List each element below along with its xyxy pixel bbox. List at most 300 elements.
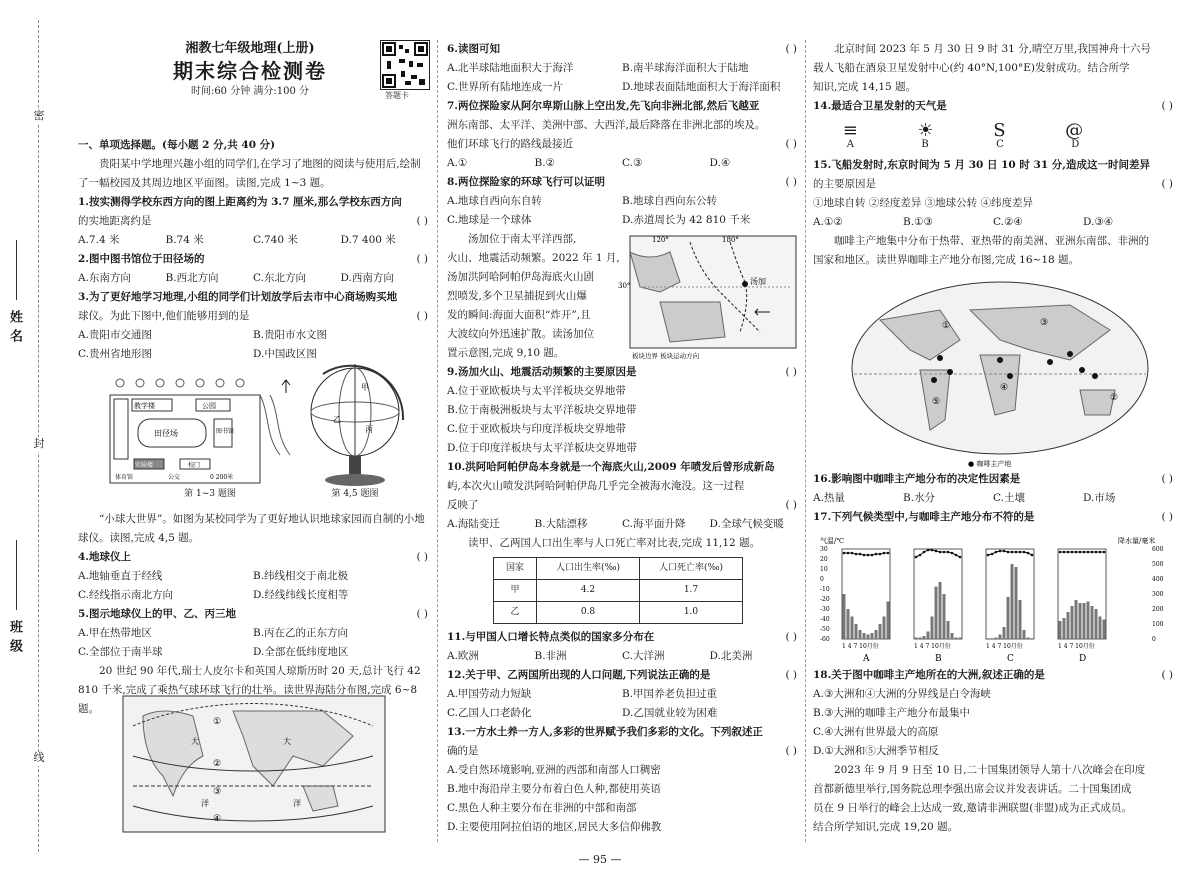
globe-point-label: 丙 bbox=[365, 425, 373, 434]
q10-stem-cont: 反映了 ( ) bbox=[447, 496, 797, 515]
precip-bar bbox=[1071, 606, 1074, 639]
column-3-bottom bbox=[813, 666, 1173, 837]
passage-line: 烈喷发,多个卫星捕捉到火山爆 bbox=[447, 290, 587, 302]
temp-point bbox=[931, 549, 934, 552]
temp-point bbox=[851, 552, 854, 555]
precip-bar bbox=[1023, 630, 1026, 639]
q10-options bbox=[447, 515, 797, 534]
precip-bar bbox=[875, 630, 878, 639]
q12-options bbox=[447, 704, 797, 723]
temp-point bbox=[1103, 551, 1106, 554]
precip-bar bbox=[843, 594, 846, 639]
option[interactable]: C.②④ bbox=[993, 216, 1023, 228]
precip-bar bbox=[995, 638, 998, 640]
option[interactable]: C.海平面升降 bbox=[622, 518, 686, 530]
option[interactable]: D.主要使用阿拉伯语的地区,居民大多信仰佛教 bbox=[447, 821, 662, 833]
q4-stem: 4.地球仪上 ( ) bbox=[78, 548, 428, 567]
answer-blank[interactable]: ( ) bbox=[1161, 511, 1173, 523]
option[interactable]: C.乙国人口老龄化 bbox=[447, 707, 532, 719]
passage-1-3: 贵阳某中学地理兴趣小组的同学们,在学习了地图的阅读与使用后,绘制了一幅校园及其周边地区平面图。读图,完成 1~3 题。 bbox=[78, 158, 421, 189]
option[interactable]: B.南半球海洋面积大于陆地 bbox=[622, 62, 749, 74]
table-cell: 1.0 bbox=[640, 602, 743, 624]
temp-point bbox=[847, 552, 850, 555]
temp-point bbox=[1019, 551, 1022, 554]
precip-bar bbox=[927, 632, 930, 640]
option[interactable]: B.74 米 bbox=[165, 234, 204, 246]
temp-point bbox=[879, 553, 882, 556]
option[interactable]: D.乙国就业较为困难 bbox=[622, 707, 718, 719]
q2-stem: 2.图中图书馆位于田径场的 ( ) bbox=[78, 250, 428, 269]
y-tick-label: 500 bbox=[1152, 561, 1164, 568]
q15-stem: 15.飞船发射时,东京时间为 5 月 30 日 10 时 31 分,造成这一时间差异 bbox=[813, 159, 1150, 171]
q6-options bbox=[447, 78, 797, 97]
option[interactable]: A.东南方向 bbox=[78, 272, 131, 284]
table-cell: 4.2 bbox=[537, 580, 640, 602]
table-cell: 1.7 bbox=[640, 580, 743, 602]
precip-bar bbox=[1087, 602, 1090, 640]
q13-stem: 13.一方水土养一方人,多彩的世界赋予我们多彩的文化。下列叙述正 bbox=[447, 726, 763, 738]
q11-stem: 11.与甲国人口增长特点类似的国家多分布在 ( ) bbox=[447, 628, 797, 647]
precip-bar bbox=[947, 621, 950, 639]
answer-blank[interactable]: ( ) bbox=[416, 310, 428, 322]
answer-blank[interactable]: ( ) bbox=[785, 176, 797, 188]
option[interactable]: C.④大洲有世界最大的高原 bbox=[813, 726, 939, 738]
building-label: 校门 bbox=[188, 462, 201, 469]
precip-bar bbox=[935, 587, 938, 640]
q1-stem: 1.按实测得学校东西方向的图上距离约为 3.7 厘米,那么学校东西方向 bbox=[78, 196, 402, 208]
temp-point bbox=[1079, 551, 1082, 554]
chart-panel bbox=[914, 549, 962, 639]
option[interactable]: B.①③ bbox=[903, 216, 933, 228]
map-scale: 0 200米 bbox=[210, 474, 234, 481]
table-cell: 乙 bbox=[494, 602, 537, 624]
y-tick-label: -20 bbox=[820, 596, 830, 603]
temp-point bbox=[995, 551, 998, 554]
option[interactable]: C.贵州省地形图 bbox=[78, 348, 152, 360]
temp-point bbox=[1059, 551, 1062, 554]
panel-label: A bbox=[863, 654, 870, 664]
temp-point bbox=[1071, 551, 1074, 554]
option[interactable]: B.贵阳市水文图 bbox=[253, 329, 328, 341]
option[interactable]: D.位于印度洋板块与太平洋板块交界地带 bbox=[447, 442, 637, 454]
precip-bar bbox=[863, 633, 866, 639]
column-2 bbox=[447, 40, 797, 837]
q15-items: ①地球自转 ②经度差异 ③地球公转 ④纬度差异 bbox=[813, 197, 1034, 209]
series-title: 湘教七年级地理(上册) bbox=[185, 41, 315, 56]
precip-bar bbox=[1067, 612, 1070, 639]
option[interactable]: A.地球自西向东自转 bbox=[447, 195, 542, 207]
precip-bar bbox=[1011, 564, 1014, 639]
option[interactable]: A.热量 bbox=[813, 492, 845, 504]
option[interactable]: D.③④ bbox=[1083, 216, 1114, 228]
qr-code-icon[interactable] bbox=[380, 40, 430, 90]
option[interactable]: B.非洲 bbox=[534, 650, 567, 662]
option[interactable]: B.② bbox=[534, 157, 555, 169]
place-label: 汤加 bbox=[750, 277, 766, 286]
seal-mark: 封 bbox=[33, 437, 45, 450]
option[interactable]: B.纬线相交于南北极 bbox=[253, 570, 349, 582]
map-legend: 板块边界 板块运动方向 bbox=[632, 352, 700, 360]
precip-bar bbox=[923, 636, 926, 639]
option[interactable]: C.大洋洲 bbox=[622, 650, 665, 662]
option[interactable]: D.7 400 米 bbox=[340, 234, 396, 246]
option[interactable]: A.受自然环境影响,亚洲的西部和南部人口稠密 bbox=[447, 764, 661, 776]
temp-point bbox=[987, 554, 990, 557]
temp-point bbox=[1091, 551, 1094, 554]
building-label: 公交 bbox=[168, 474, 181, 481]
passage-line: 发的瞬间:海面大面积“炸开”,且 bbox=[447, 309, 591, 321]
section-heading: 一、单项选择题。(每小题 2 分,共 40 分) bbox=[78, 139, 276, 151]
y-tick-label: -50 bbox=[820, 626, 830, 633]
weather-options bbox=[813, 140, 1113, 150]
option[interactable]: C.③ bbox=[622, 157, 643, 169]
x-axis-label: 1 4 7 10月份 bbox=[1058, 643, 1095, 650]
q7-stem: 7.两位探险家从阿尔卑斯山脉上空出发,先飞向非洲北部,然后飞越亚 bbox=[447, 100, 760, 112]
option[interactable]: B.大陆漂移 bbox=[534, 518, 588, 530]
option[interactable]: A.位于亚欧板块与太平洋板块交界地带 bbox=[447, 385, 626, 397]
temp-point bbox=[1003, 550, 1006, 553]
precip-bar bbox=[1063, 618, 1066, 639]
answer-blank[interactable]: ( ) bbox=[416, 608, 428, 620]
y-tick-label: 0 bbox=[1152, 636, 1156, 643]
seal-mark: 密 bbox=[33, 109, 45, 122]
q17-stem: 17.下列气候类型中,与咖啡主产地分布不符的是 ( ) bbox=[813, 508, 1173, 527]
option[interactable]: A.③大洲和④大洲的分界线是白令海峡 bbox=[813, 688, 991, 700]
axis-label: 降水量/毫米 bbox=[1118, 537, 1156, 545]
route-label: ① bbox=[213, 717, 222, 727]
exam-header bbox=[140, 42, 360, 97]
q13-stem-cont: 确的是 ( ) bbox=[447, 742, 797, 761]
continent-label: ③ bbox=[1040, 318, 1049, 328]
option[interactable]: A.7.4 米 bbox=[78, 234, 120, 246]
option[interactable]: C.土壤 bbox=[993, 492, 1025, 504]
option[interactable]: A.贵阳市交通图 bbox=[78, 329, 152, 341]
column-3-lower bbox=[813, 470, 1173, 527]
passage-line: 载人飞船在酒泉卫星发射中心(约 40°N,100°E)发射成功。结合所学 bbox=[813, 62, 1130, 74]
precip-bar bbox=[855, 624, 858, 639]
typhoon-icon[interactable]: @ bbox=[1065, 120, 1084, 141]
option[interactable]: B.水分 bbox=[903, 492, 936, 504]
answer-blank[interactable]: ( ) bbox=[785, 499, 797, 511]
q7-options bbox=[447, 154, 797, 173]
x-axis-label: 1 4 7 10月份 bbox=[914, 643, 951, 650]
temp-point bbox=[875, 553, 878, 556]
map-label: 大 bbox=[191, 737, 199, 746]
y-tick-label: 200 bbox=[1152, 606, 1164, 613]
option[interactable]: C.黑色人种主要分布在非洲的中部和南部 bbox=[447, 802, 637, 814]
table-header: 人口出生率(‰) bbox=[537, 558, 640, 580]
option[interactable]: B.甲国养老负担过重 bbox=[622, 688, 718, 700]
building-label: 实验楼 bbox=[135, 462, 154, 469]
precip-bar bbox=[955, 638, 958, 640]
precip-bar bbox=[943, 594, 946, 639]
precip-bar bbox=[951, 633, 954, 639]
campus-map-figure bbox=[110, 375, 300, 485]
option[interactable]: A bbox=[846, 139, 854, 150]
y-tick-label: 10 bbox=[820, 566, 828, 573]
temp-point bbox=[1011, 551, 1014, 554]
y-tick-label: -30 bbox=[820, 606, 830, 613]
temp-point bbox=[1083, 551, 1086, 554]
option[interactable]: B.地中海沿岸主要分布着白色人种,都使用英语 bbox=[447, 783, 661, 795]
route-label: ③ bbox=[213, 787, 222, 797]
passage-line: 国家和地区。读世界咖啡主产地分布图,完成 16~18 题。 bbox=[813, 254, 1080, 266]
panel-label: D bbox=[1079, 654, 1087, 664]
y-tick-label: 0 bbox=[820, 576, 824, 583]
answer-blank[interactable]: ( ) bbox=[785, 745, 797, 757]
q1-stem-cont: 的实地距离约是 ( ) bbox=[78, 212, 428, 231]
sunny-icon[interactable]: ☀ bbox=[917, 120, 934, 141]
temp-point bbox=[919, 554, 922, 557]
option[interactable]: B.位于南极洲板块与太平洋板块交界地带 bbox=[447, 404, 637, 416]
q7-stem-cont: 洲东南部、太平洋、美洲中部、大西洋,最后降落在非洲北部的埃及。 bbox=[447, 119, 766, 131]
map-label: 洋 bbox=[293, 799, 301, 808]
q6-options bbox=[447, 59, 797, 78]
answer-blank[interactable]: ( ) bbox=[1161, 669, 1173, 681]
passage-line: 火山、地震活动频繁。2022 年 1 月, bbox=[447, 252, 620, 264]
option[interactable]: C.地球是一个球体 bbox=[447, 214, 532, 226]
table-header: 国家 bbox=[494, 558, 537, 580]
precip-bar bbox=[915, 638, 918, 640]
y-tick-label: -10 bbox=[820, 586, 830, 593]
temp-point bbox=[927, 549, 930, 552]
building-label: 体育馆 bbox=[115, 474, 134, 481]
temp-point bbox=[935, 550, 938, 553]
sandstorm-icon[interactable]: S bbox=[993, 120, 1006, 141]
temp-point bbox=[855, 553, 858, 556]
precip-bar bbox=[1091, 606, 1094, 639]
building-label: 田径场 bbox=[154, 429, 178, 438]
option[interactable]: D.西南方向 bbox=[340, 272, 394, 284]
longitude-label: 180° bbox=[722, 236, 739, 244]
option[interactable]: C.740 米 bbox=[253, 234, 298, 246]
temp-point bbox=[1023, 551, 1026, 554]
y-tick-label: -40 bbox=[820, 616, 830, 623]
q3-options bbox=[78, 326, 428, 345]
precip-bar bbox=[1099, 617, 1102, 640]
temp-point bbox=[943, 551, 946, 554]
map-label: 洋 bbox=[201, 799, 209, 808]
option[interactable]: D.中国政区图 bbox=[253, 348, 317, 360]
precip-bar bbox=[1059, 621, 1062, 639]
column-1 bbox=[78, 136, 428, 364]
option[interactable]: D.经线纬线长度相等 bbox=[253, 589, 349, 601]
temp-point bbox=[1063, 551, 1066, 554]
x-axis-label: 1 4 7 10月份 bbox=[986, 643, 1023, 650]
option[interactable]: D.地球表面陆地面积大于海洋面积 bbox=[622, 81, 781, 93]
option[interactable]: D.全球气候变暖 bbox=[709, 518, 784, 530]
temp-point bbox=[871, 554, 874, 557]
q8-stem: 8.两位探险家的环球飞行可以证明 ( ) bbox=[447, 173, 797, 192]
precip-bar bbox=[1075, 600, 1078, 639]
weather-symbols bbox=[813, 122, 1113, 140]
answer-blank[interactable]: ( ) bbox=[1161, 178, 1173, 190]
temp-point bbox=[843, 552, 846, 555]
passage-line: 首都新德里举行,国务院总理李强出席会议并发表讲话。二十国集团成 bbox=[813, 783, 1132, 795]
precip-bar bbox=[939, 582, 942, 639]
option[interactable]: C.全部位于南半球 bbox=[78, 646, 163, 658]
name-blank[interactable] bbox=[16, 240, 17, 300]
passage-line: 大波纹向外迅速扩散。读汤加位 bbox=[447, 328, 594, 340]
q8-options bbox=[447, 192, 797, 211]
q10-stem: 10.洪阿哈阿帕伊岛本身就是一个海底火山,2009 年喷发后曾形成新岛 bbox=[447, 461, 775, 473]
table-cell: 0.8 bbox=[537, 602, 640, 624]
q5-options bbox=[78, 643, 428, 662]
continent-label: ⑤ bbox=[932, 397, 941, 407]
answer-blank[interactable]: ( ) bbox=[1161, 100, 1173, 112]
precip-bar bbox=[871, 633, 874, 639]
figure-caption: 第 4,5 题图 bbox=[331, 489, 379, 499]
map-legend: ● 咖啡主产地 bbox=[968, 460, 1012, 468]
precip-bar bbox=[879, 624, 882, 639]
passage-6-8: 20 世纪 90 年代,瑞士人皮尔卡和英国人琼斯历时 20 天,总计飞行 42 810 千米,完成了乘热气球环球飞行的壮举。读世界海陆分布图,完成 6~8 题。 bbox=[78, 665, 421, 715]
building-label: 图书馆 bbox=[216, 428, 235, 435]
temp-point bbox=[959, 556, 962, 559]
option[interactable]: C.经线指示南北方向 bbox=[78, 589, 173, 601]
passage-line: 置示意图,完成 9,10 题。 bbox=[447, 347, 565, 359]
q8-options bbox=[447, 211, 797, 230]
option[interactable]: A.① bbox=[447, 157, 468, 169]
continent-label: ② bbox=[1110, 393, 1119, 403]
option[interactable]: A.海陆变迁 bbox=[447, 518, 500, 530]
option[interactable]: D.④ bbox=[709, 157, 731, 169]
world-land-sea-map bbox=[123, 696, 385, 832]
name-label: 姓名 bbox=[7, 310, 22, 348]
column-divider bbox=[437, 40, 438, 842]
precip-bar bbox=[1007, 597, 1010, 639]
continent-label: ④ bbox=[1000, 383, 1009, 393]
building-label: 教学楼 bbox=[134, 402, 155, 410]
table-row bbox=[494, 580, 743, 602]
globe-point-label: 甲 bbox=[361, 383, 369, 392]
column-divider bbox=[805, 40, 806, 842]
precip-bar bbox=[1083, 603, 1086, 639]
q7-stem-cont: 他们环球飞行的路线最接近 ( ) bbox=[447, 135, 797, 154]
table-row bbox=[494, 602, 743, 624]
temp-point bbox=[883, 552, 886, 555]
q16-options bbox=[813, 489, 1173, 508]
q10-stem-cont: 屿,本次火山喷发洪阿哈阿帕伊岛几乎完全被海水淹没。这一过程 bbox=[447, 480, 745, 492]
q2-options bbox=[78, 269, 428, 288]
population-table bbox=[493, 557, 743, 624]
precip-bar bbox=[1031, 638, 1034, 639]
axis-label: 气温/℃ bbox=[820, 537, 845, 545]
precip-bar bbox=[959, 638, 962, 640]
y-tick-label: 100 bbox=[1152, 621, 1164, 628]
precip-bar bbox=[859, 630, 862, 639]
chart-panel bbox=[986, 549, 1034, 639]
q15-options bbox=[813, 213, 1173, 232]
q4-options bbox=[78, 586, 428, 605]
y-tick-label: -60 bbox=[820, 636, 830, 643]
option[interactable]: B.丙在乙的正东方向 bbox=[253, 627, 349, 639]
temp-point bbox=[1095, 551, 1098, 554]
option[interactable]: D.全部在低纬度地区 bbox=[253, 646, 349, 658]
option[interactable]: A.北半球陆地面积大于海洋 bbox=[447, 62, 574, 74]
option[interactable]: B.西北方向 bbox=[165, 272, 219, 284]
answer-blank[interactable]: ( ) bbox=[785, 138, 797, 150]
passage-line: 知识,完成 14,15 题。 bbox=[813, 81, 917, 93]
longitude-label: 120° bbox=[652, 236, 669, 244]
answer-blank[interactable]: ( ) bbox=[785, 631, 797, 643]
option[interactable]: B.③大洲的咖啡主产地分布最集中 bbox=[813, 707, 970, 719]
option[interactable]: D.①大洲和⑤大洲季节相反 bbox=[813, 745, 939, 757]
option[interactable]: D.北美洲 bbox=[709, 650, 753, 662]
option[interactable]: A.甲在热带地区 bbox=[78, 627, 152, 639]
answer-blank[interactable]: ( ) bbox=[416, 551, 428, 563]
answer-blank[interactable]: ( ) bbox=[785, 669, 797, 681]
answer-blank[interactable]: ( ) bbox=[785, 366, 797, 378]
precip-bar bbox=[999, 635, 1002, 640]
panel-label: C bbox=[1007, 654, 1014, 664]
binding-line bbox=[38, 20, 39, 852]
option[interactable]: D bbox=[1071, 139, 1080, 150]
option[interactable]: A.地轴垂直于经线 bbox=[78, 570, 163, 582]
passage-line: 汤加洪阿哈阿帕伊岛海底火山剧 bbox=[447, 271, 594, 283]
temp-point bbox=[887, 552, 890, 555]
answer-blank[interactable]: ( ) bbox=[416, 253, 428, 265]
precip-bar bbox=[867, 635, 870, 640]
passage-line: 咖啡主产地集中分布于热带、亚热带的南美洲、亚洲东南部、非洲的 bbox=[834, 235, 1149, 247]
option[interactable]: A.①② bbox=[813, 216, 843, 228]
option[interactable]: B.地球自西向东公转 bbox=[622, 195, 718, 207]
option[interactable]: B bbox=[921, 139, 929, 150]
passage-line: 北京时间 2023 年 5 月 30 日 9 时 31 分,晴空万里,我国神舟十六号 bbox=[834, 43, 1151, 55]
answer-blank[interactable]: ( ) bbox=[416, 215, 428, 227]
q11-options bbox=[447, 647, 797, 666]
q5-options bbox=[78, 624, 428, 643]
route-label: ② bbox=[213, 759, 222, 769]
north-arrow-icon bbox=[282, 380, 290, 393]
precip-bar bbox=[1027, 638, 1030, 640]
temp-point bbox=[1067, 551, 1070, 554]
precip-bar bbox=[931, 617, 934, 640]
precip-bar bbox=[919, 638, 922, 640]
option[interactable]: C bbox=[996, 139, 1004, 150]
seal-mark: 线 bbox=[33, 751, 45, 764]
temp-point bbox=[1007, 551, 1010, 554]
temp-point bbox=[867, 554, 870, 557]
class-label: 班级 bbox=[7, 620, 22, 658]
option[interactable]: A.欧洲 bbox=[447, 650, 479, 662]
exam-info: 时间:60 分钟 满分:100 分 bbox=[190, 86, 310, 97]
class-blank[interactable] bbox=[16, 540, 17, 610]
option[interactable]: A.甲国劳动力短缺 bbox=[447, 688, 532, 700]
precip-bar bbox=[1079, 603, 1082, 639]
figure-caption: 第 1~3 题图 bbox=[184, 489, 236, 499]
precip-bar bbox=[991, 638, 994, 639]
option[interactable]: C.世界所有陆地连成一片 bbox=[447, 81, 563, 93]
q16-stem: 16.影响图中咖啡主产地分布的决定性因素是 ( ) bbox=[813, 470, 1173, 489]
option[interactable]: C.位于亚欧板块与印度洋板块交界地带 bbox=[447, 423, 626, 435]
option[interactable]: D.市场 bbox=[1083, 492, 1116, 504]
q12-stem: 12.关于甲、乙两国所出现的人口问题,下列说法正确的是 ( ) bbox=[447, 666, 797, 685]
temp-point bbox=[1015, 551, 1018, 554]
option[interactable]: C.东北方向 bbox=[253, 272, 306, 284]
precip-bar bbox=[1019, 600, 1022, 639]
continent-label: ① bbox=[942, 321, 951, 331]
option[interactable]: D.赤道周长为 42 810 千米 bbox=[622, 214, 751, 226]
passage-line: 员在 9 日举行的峰会上达成一致,邀请非洲联盟(非盟)成为正式成员。 bbox=[813, 802, 1132, 814]
temp-point bbox=[1027, 552, 1030, 555]
q3-stem-cont: 球仪。为此下图中,他们能够用到的是 ( ) bbox=[78, 307, 428, 326]
fog-icon[interactable]: ≡ bbox=[842, 120, 858, 141]
answer-blank[interactable]: ( ) bbox=[1161, 473, 1173, 485]
passage-9-10 bbox=[447, 230, 625, 363]
temp-point bbox=[915, 556, 918, 559]
answer-blank[interactable]: ( ) bbox=[785, 43, 797, 55]
tonga-location-map bbox=[618, 232, 796, 362]
